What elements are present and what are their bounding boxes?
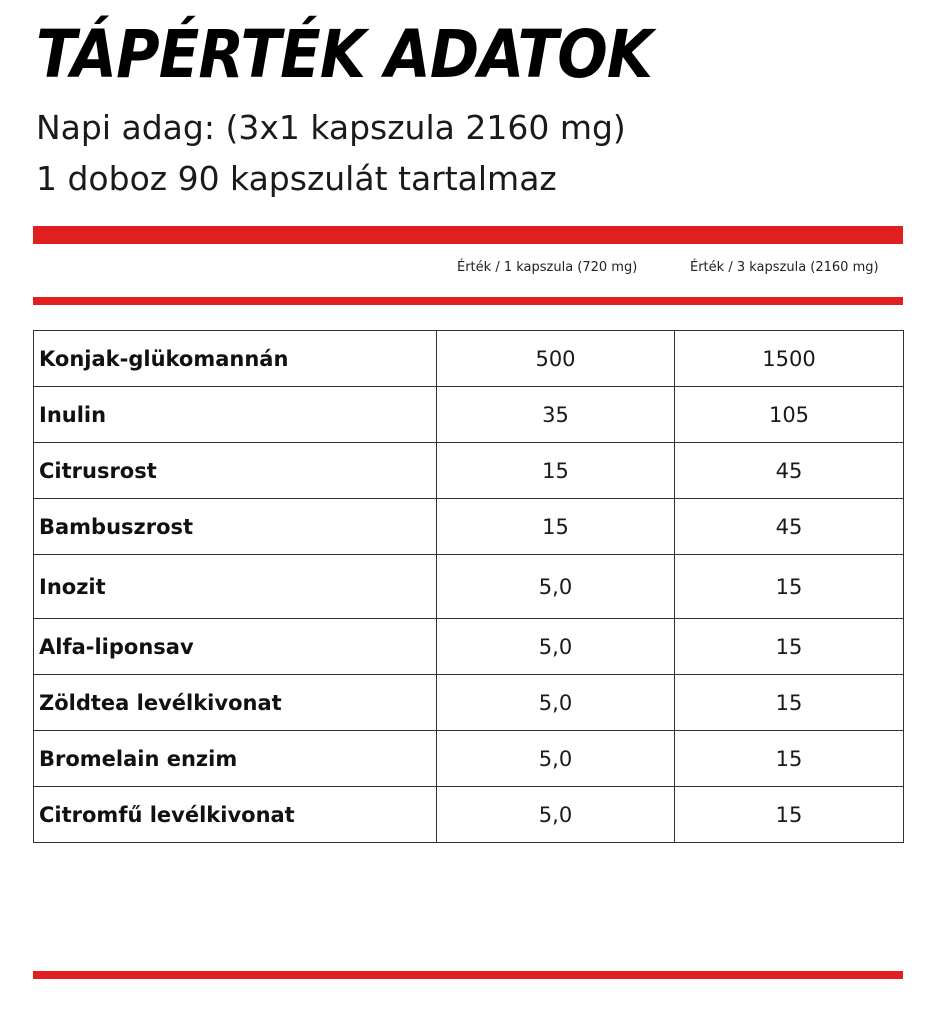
ingredient-name: Zöldtea levélkivonat: [34, 675, 437, 731]
value-per-capsule: 5,0: [437, 787, 675, 843]
red-divider-bottom: [33, 971, 903, 979]
table-row: [34, 387, 904, 443]
ingredient-name: Alfa-liponsav: [34, 619, 437, 675]
ingredient-name: Bambuszrost: [34, 499, 437, 555]
table-row: [34, 555, 904, 619]
value-per-capsule: 5,0: [437, 675, 675, 731]
page-title: TÁPÉRTÉK ADATOK: [36, 16, 652, 93]
ingredient-name: Konjak-glükomannán: [34, 331, 437, 387]
ingredient-name: Inozit: [34, 555, 437, 619]
table-row: [34, 499, 904, 555]
value-per-capsule: 15: [437, 499, 675, 555]
value-per-capsule: 5,0: [437, 619, 675, 675]
table-row: [34, 331, 904, 387]
value-per-three-capsules: 45: [675, 443, 904, 499]
ingredient-name: Citrusrost: [34, 443, 437, 499]
table-row: [34, 619, 904, 675]
column-header-per-three-capsules: Érték / 3 kapszula (2160 mg): [690, 260, 879, 275]
value-per-three-capsules: 15: [675, 675, 904, 731]
value-per-three-capsules: 45: [675, 499, 904, 555]
value-per-capsule: 35: [437, 387, 675, 443]
value-per-capsule: 5,0: [437, 731, 675, 787]
column-header-per-capsule: Érték / 1 kapszula (720 mg): [457, 260, 638, 275]
red-divider-top: [33, 226, 903, 244]
value-per-three-capsules: 15: [675, 787, 904, 843]
value-per-capsule: 15: [437, 443, 675, 499]
value-per-three-capsules: 105: [675, 387, 904, 443]
nutrition-table: [33, 330, 904, 843]
table-row: [34, 443, 904, 499]
value-per-three-capsules: 15: [675, 619, 904, 675]
value-per-three-capsules: 1500: [675, 331, 904, 387]
table-row: [34, 675, 904, 731]
red-divider-middle: [33, 297, 903, 305]
value-per-three-capsules: 15: [675, 555, 904, 619]
ingredient-name: Bromelain enzim: [34, 731, 437, 787]
value-per-capsule: 5,0: [437, 555, 675, 619]
ingredient-name: Citromfű levélkivonat: [34, 787, 437, 843]
value-per-capsule: 500: [437, 331, 675, 387]
box-contents-text: 1 doboz 90 kapszulát tartalmaz: [36, 159, 557, 198]
ingredient-name: Inulin: [34, 387, 437, 443]
table-row: [34, 787, 904, 843]
value-per-three-capsules: 15: [675, 731, 904, 787]
table-row: [34, 731, 904, 787]
daily-dose-text: Napi adag: (3x1 kapszula 2160 mg): [36, 108, 626, 147]
